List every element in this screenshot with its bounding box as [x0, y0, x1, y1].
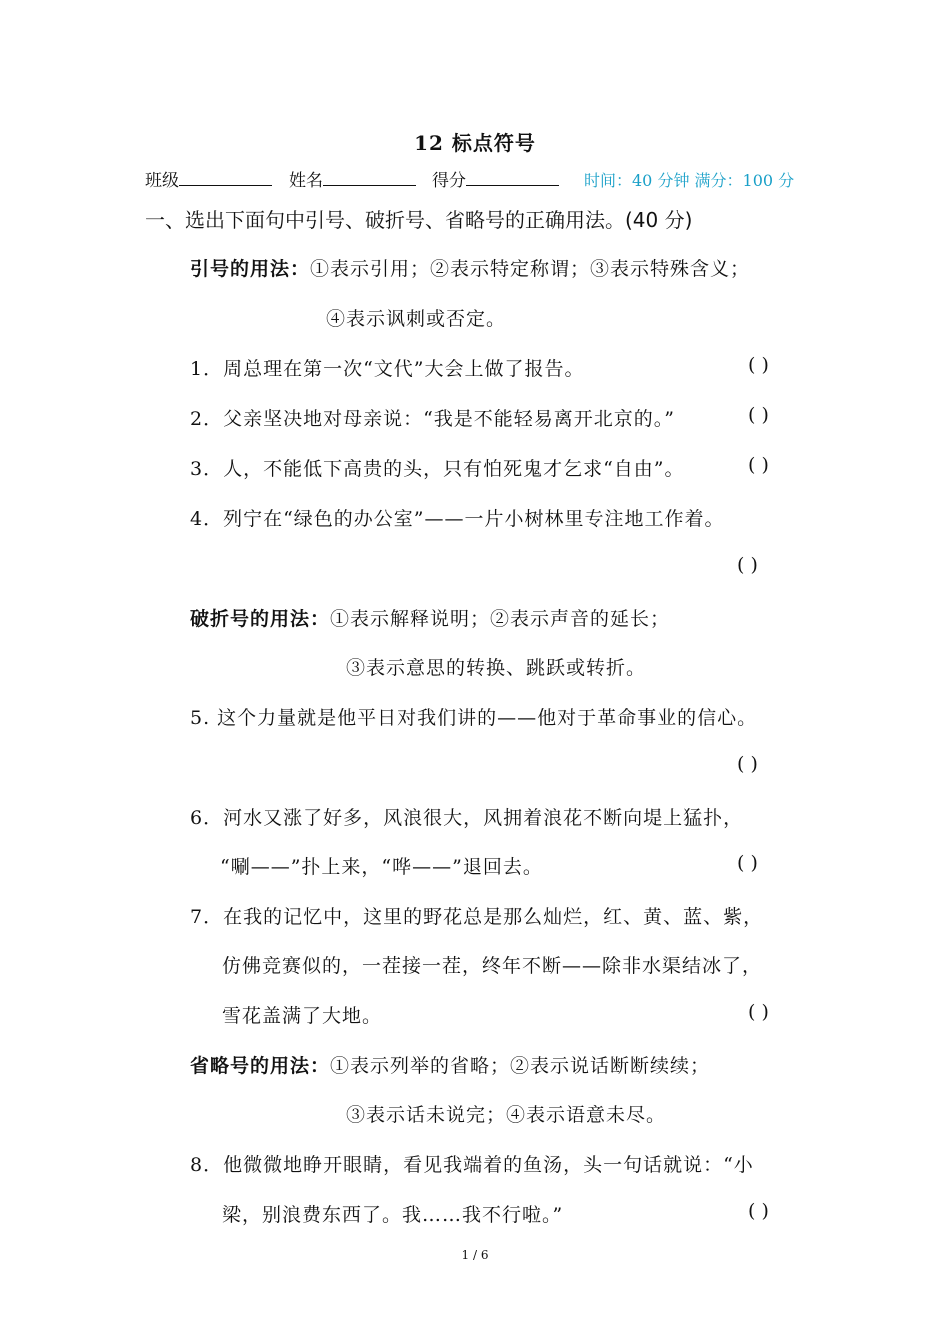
dash-usage-text1: ①表示解释说明；②表示声音的延长；	[330, 608, 671, 630]
answer-blank-3[interactable]: ( )	[748, 454, 769, 476]
question-5: 5. 这个力量就是他平日对我们讲的——他对于革命事业的信心。	[190, 707, 758, 729]
quote-usage-label: 引号的用法：	[190, 258, 311, 280]
ellipsis-usage-text1: ①表示列举的省略；②表示说话断断续续；	[330, 1055, 711, 1077]
quote-usage-line2: ④表示讽刺或否定。	[326, 308, 507, 330]
score-field	[432, 166, 559, 191]
class-blank[interactable]	[179, 170, 272, 186]
question-6-line1: 6．河水又涨了好多，风浪很大，风拥着浪花不断向堤上猛扑，	[190, 807, 744, 829]
question-8-line1: 8．他微微地睁开眼睛，看见我端着的鱼汤，头一句话就说：“小	[190, 1154, 754, 1176]
question-7-line1: 7．在我的记忆中，这里的野花总是那么灿烂，红、黄、蓝、紫，	[190, 906, 764, 928]
ellipsis-usage-line1	[190, 1051, 710, 1078]
dash-usage-label: 破折号的用法：	[190, 608, 331, 630]
quote-usage-text1: ①表示引用；②表示特定称谓；③表示特殊含义；	[310, 258, 751, 280]
dash-usage-line2: ③表示意思的转换、跳跃或转折。	[346, 657, 647, 679]
score-blank[interactable]	[466, 170, 559, 186]
class-field	[145, 166, 272, 191]
section-heading: 一、选出下面句中引号、破折号、省略号的正确用法。(40 分)	[145, 208, 693, 232]
answer-blank-6[interactable]: ( )	[737, 852, 758, 874]
ellipsis-usage-label: 省略号的用法：	[190, 1055, 331, 1077]
score-label: 得分	[432, 171, 466, 191]
class-label: 班级	[145, 171, 179, 191]
ellipsis-usage-line2: ③表示话未说完；④表示语意未尽。	[346, 1104, 667, 1126]
answer-blank-8[interactable]: ( )	[748, 1200, 769, 1222]
page-number: 1 / 6	[461, 1248, 489, 1262]
page-title: 12 标点符号	[414, 131, 536, 155]
quote-usage-line1	[190, 254, 750, 281]
dash-usage-line1	[190, 604, 670, 631]
answer-blank-2[interactable]: ( )	[748, 404, 769, 426]
answer-blank-1[interactable]: ( )	[748, 354, 769, 376]
question-6-line2: “唰——”扑上来，“哗——”退回去。	[220, 856, 543, 878]
question-3: 3．人，不能低下高贵的头，只有怕死鬼才乞求“自由”。	[190, 458, 685, 480]
name-field	[289, 166, 416, 191]
name-label: 姓名	[289, 171, 323, 191]
question-4: 4．列宁在“绿色的办公室”——一片小树林里专注地工作着。	[190, 508, 725, 530]
question-8-line2: 梁，别浪费东西了。我……我不行啦。”	[222, 1204, 564, 1226]
question-1: 1．周总理在第一次“文代”大会上做了报告。	[190, 358, 585, 380]
answer-blank-5[interactable]: ( )	[737, 753, 758, 775]
answer-blank-7[interactable]: ( )	[748, 1001, 769, 1023]
question-2: 2．父亲坚决地对母亲说：“我是不能轻易离开北京的。”	[190, 408, 676, 430]
question-7-line2: 仿佛竞赛似的，一茬接一茬，终年不断——除非水渠结冰了，	[222, 955, 763, 977]
name-blank[interactable]	[323, 170, 416, 186]
answer-blank-4[interactable]: ( )	[737, 554, 758, 576]
time-info: 时间：40 分钟 满分：100 分	[584, 171, 795, 190]
question-7-line3: 雪花盖满了大地。	[222, 1005, 383, 1027]
